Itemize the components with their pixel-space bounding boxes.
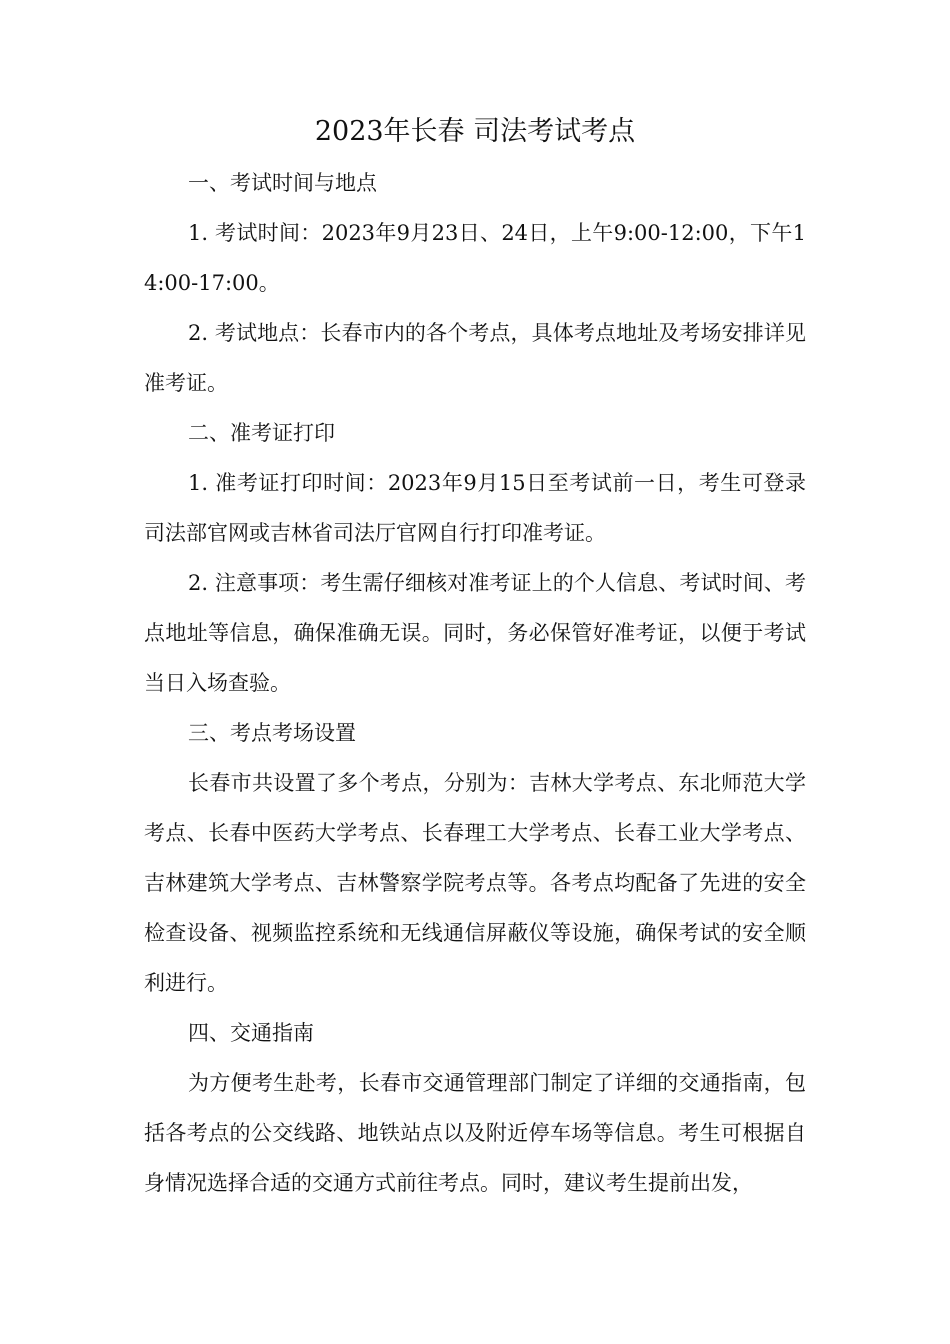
section-heading-exam-time-location: 一、考试时间与地点 — [188, 171, 377, 195]
section-heading-admission-ticket: 二、准考证打印 — [188, 421, 335, 445]
document-body — [144, 108, 806, 1208]
paragraph-ticket-print-time: 1. 准考证打印时间：2023年9月15日至考试前一日，考生可登录司法部官网或吉林省司法厅官网自行打印准考证。 — [144, 471, 806, 545]
paragraph-exam-time: 1. 考试时间：2023年9月23日、24日，上午9:00-12:00，下午14:00-17:00。 — [144, 221, 806, 295]
section-heading-exam-sites: 三、考点考场设置 — [188, 721, 356, 745]
paragraph-exam-location: 2. 考试地点：长春市内的各个考点，具体考点地址及考场安排详见准考证。 — [144, 321, 806, 395]
paragraph-exam-sites: 长春市共设置了多个考点，分别为：吉林大学考点、东北师范大学考点、长春中医药大学考点、长春理工大学考点、长春工业大学考点、吉林建筑大学考点、吉林警察学院考点等。各考点均配备了先进的安全检查设备、视频监控系统和无线通信屏蔽仪等设施，确保考试的安全顺利进行。 — [144, 771, 806, 995]
page-title: 2023年长春 司法考试考点 — [314, 116, 636, 147]
paragraph-ticket-notes: 2. 注意事项：考生需仔细核对准考证上的个人信息、考试时间、考点地址等信息，确保准确无误。同时，务必保管好准考证，以便于考试当日入场查验。 — [144, 571, 806, 695]
paragraph-transport: 为方便考生赴考，长春市交通管理部门制定了详细的交通指南，包括各考点的公交线路、地铁站点以及附近停车场等信息。考生可根据自身情况选择合适的交通方式前往考点。同时，建议考生提前出发， — [144, 1071, 806, 1195]
section-heading-transport: 四、交通指南 — [188, 1021, 314, 1045]
